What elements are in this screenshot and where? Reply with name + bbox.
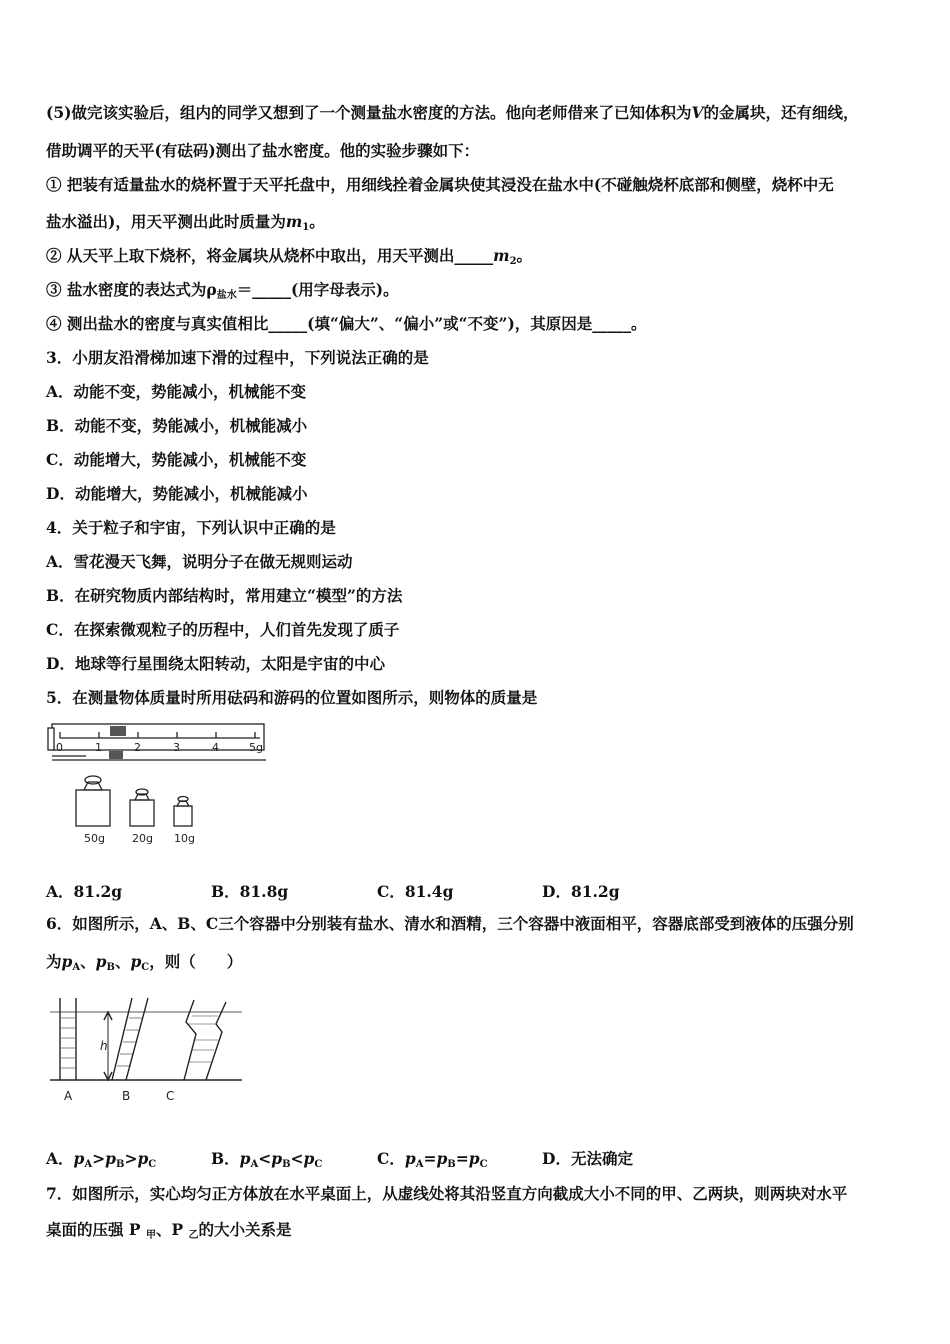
- height-label: h: [100, 1039, 108, 1053]
- q4-option-d: D．地球等行星围绕太阳转动，太阳是宇宙的中心: [46, 654, 385, 673]
- rider-top: [110, 726, 126, 736]
- q7-stem-line1: 7．如图所示，实心均匀正方体放在水平桌面上，从虚线处将其沿竖直方向截成大小不同的甲、乙两块，则两块对水平: [46, 1184, 848, 1203]
- scale-tick-2: 2: [134, 741, 141, 754]
- part5-line2: 借助调平的天平(有砝码)测出了盐水密度。他的实验步骤如下：: [46, 141, 480, 160]
- part5-step4: ④ 测出盐水的密度与真实值相比_____(填“偏大”、“偏小”或“不变”)，其原因是_____。: [46, 314, 647, 333]
- q6-option-b: B．$p_A<p_B<p_C$: [211, 1149, 323, 1170]
- q4-stem: 4．关于粒子和宇宙，下列认识中正确的是: [46, 518, 336, 537]
- part5-step1-line2: 盐水溢出)，用天平测出此时质量为$m_1$。: [46, 212, 325, 233]
- q4-option-a: A．雪花漫天飞舞，说明分子在做无规则运动: [46, 552, 353, 571]
- three-containers-figure: [46, 992, 246, 1107]
- q4-option-b: B．在研究物质内部结构时，常用建立“模型”的方法: [46, 586, 403, 605]
- scale-tick-3: 3: [173, 741, 180, 754]
- part5-step2: ② 从天平上取下烧杯，将金属块从烧杯中取出，用天平测出$\_\_\_\_\_m_2$。: [46, 246, 533, 267]
- scale-tick-4: 4: [212, 741, 219, 754]
- rider: [109, 751, 123, 759]
- q3-stem: 3．小朋友沿滑梯加速下滑的过程中，下列说法正确的是: [46, 348, 429, 367]
- weight-10g: [174, 806, 192, 826]
- q3-option-d: D．动能增大，势能减小，机械能减小: [46, 484, 308, 503]
- part5-step1-line1: ① 把装有适量盐水的烧杯置于天平托盘中，用细线拴着金属块使其浸没在盐水中(不碰触烧杯底部和侧壁，烧杯中无: [46, 175, 834, 194]
- weight-50g: [76, 790, 110, 826]
- q6-option-c: C．$p_A=p_B=p_C$: [377, 1149, 488, 1170]
- q4-option-c: C．在探索微观粒子的历程中，人们首先发现了质子: [46, 620, 400, 639]
- weight-label-10g: 10g: [174, 832, 195, 845]
- part5-line1: (5)做完该实验后，组内的同学又想到了一个测量盐水密度的方法。他向老师借来了已知体积为V的金属块，还有细线，: [46, 103, 859, 122]
- q7-stem-line2: 桌面的压强 P $_甲$、P $_乙$的大小关系是: [46, 1220, 292, 1241]
- q5-option-c: C．81.4g: [377, 882, 454, 901]
- container-label-c: C: [166, 1089, 175, 1103]
- weight-label-50g: 50g: [84, 832, 105, 845]
- q5-option-b: B．81.8g: [211, 882, 289, 901]
- weight-20g: [130, 800, 154, 826]
- container-label-a: A: [64, 1089, 73, 1103]
- q6-stem-line2: 为$p_A$、$p_B$、$p_C$，则（ ）: [46, 952, 243, 973]
- q6-option-d: D．无法确定: [542, 1149, 633, 1168]
- q3-option-c: C．动能增大，势能减小，机械能不变: [46, 450, 307, 469]
- scale-tick-1: 1: [95, 741, 102, 754]
- part5-step3: ③ 盐水密度的表达式为$\rho_{盐水}=\_\_\_\_\_$(用字母表示)。: [46, 280, 399, 301]
- q6-option-a: A．$p_A>p_B>p_C$: [46, 1149, 157, 1170]
- q5-option-a: A．81.2g: [46, 882, 123, 901]
- q5-stem: 5．在测量物体质量时所用砝码和游码的位置如图所示，则物体的质量是: [46, 688, 538, 707]
- weight-label-20g: 20g: [132, 832, 153, 845]
- scale-tick-0: 0: [56, 741, 63, 754]
- scale-beam: [52, 724, 264, 750]
- scale-tick-5: 5g: [249, 741, 263, 754]
- q5-option-d: D．81.2g: [542, 882, 620, 901]
- container-label-b: B: [122, 1089, 131, 1103]
- q3-option-a: A．动能不变，势能减小，机械能不变: [46, 382, 307, 401]
- q6-stem-line1: 6．如图所示，A、B、C三个容器中分别装有盐水、清水和酒精，三个容器中液面相平，容器底部受到液体的压强分别: [46, 914, 854, 933]
- q3-option-b: B．动能不变，势能减小，机械能减小: [46, 416, 308, 435]
- balance-scale-figure: [46, 718, 276, 850]
